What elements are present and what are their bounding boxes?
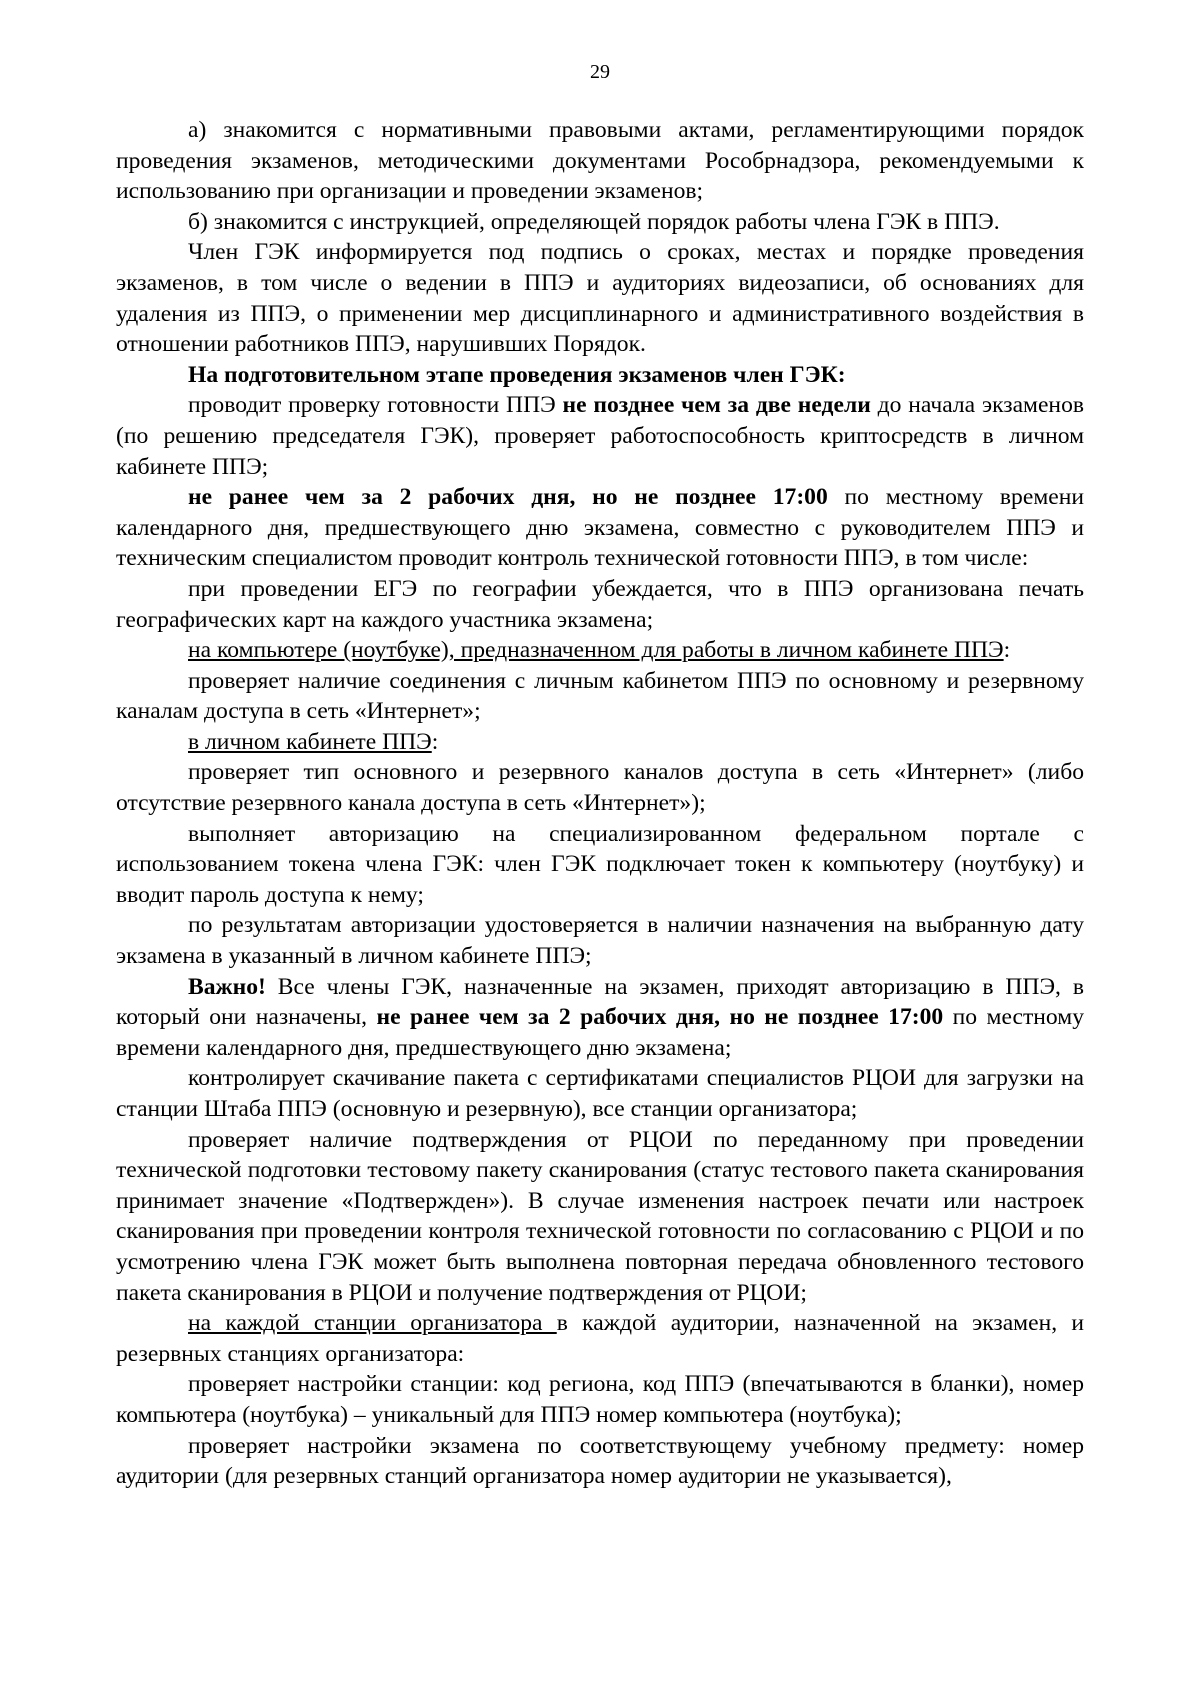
paragraph-station-settings: проверяет настройки станции: код региона, код ППЭ (впечатываются в бланки), номер компьютера (ноутбука) – уникальный для ППЭ номер компьютера (ноутбука); xyxy=(116,1371,1084,1428)
underlined-run: в личном кабинете ППЭ xyxy=(188,728,432,755)
bold-run: не позднее чем за две недели xyxy=(562,392,871,419)
paragraph-organizer-stations xyxy=(116,1308,1084,1369)
paragraph-certificates: контролирует скачивание пакета с сертификатами специалистов РЦОИ для загрузки на станции Штаба ППЭ (основную и резервную), все станции организатора; xyxy=(116,1065,1084,1122)
section-heading-text: На подготовительном этапе проведения экзаменов член ГЭК: xyxy=(188,361,846,388)
paragraph-b: б) знакомится с инструкцией, определяющей порядок работы члена ГЭК в ППЭ. xyxy=(188,208,1000,235)
paragraph-connection-check: проверяет наличие соединения с личным кабинетом ППЭ по основному и резервному каналам доступа в сеть «Интернет»; xyxy=(116,667,1084,725)
underlined-run: на каждой станции организатора xyxy=(188,1310,557,1337)
paragraph-technical-control xyxy=(116,482,1084,574)
paragraph-authorization: выполняет авторизацию на специализированном федеральном портале с использованием токена члена ГЭК: член ГЭК подключает токен к компьютеру (ноутбуку) и вводит пароль доступа к нему; xyxy=(116,820,1084,908)
text-run: до начала экзаменов (по решению председателя ГЭК), проверяет работоспособность криптосредств в личном кабинете ППЭ; xyxy=(116,392,1085,480)
text-run: : xyxy=(1003,637,1011,664)
text-run: проводит проверку готовности ППЭ xyxy=(188,392,563,419)
paragraph-scan-confirmation: проверяет наличие подтверждения от РЦОИ по переданному при проведении технической подготовки тестовому пакету сканирования (статус тестового пакета сканирования принимает значение «Подтвержден»). В случае изменения настроек печати или настроек сканирования при проведении контроля технической готовности по согласованию с РЦОИ и по усмотрению члена ГЭК может быть выполнена повторная передача обновленного тестового пакета сканирования в РЦОИ и получение подтверждения от РЦОИ; xyxy=(116,1126,1084,1306)
bold-run: Важно! xyxy=(188,973,266,1000)
paragraph-geography: при проведении ЕГЭ по географии убеждается, что в ППЭ организована печать географических карт на каждого участника экзамена; xyxy=(116,575,1084,633)
paragraph-computer-heading xyxy=(116,635,1084,666)
paragraph-assignment-check: по результатам авторизации удостоверяется в наличии назначения на выбранную дату экзамена в указанный в личном кабинете ППЭ; xyxy=(116,912,1084,970)
text-run: : xyxy=(431,728,439,755)
underlined-run: на компьютере (ноутбуке), предназначенном для работы в личном кабинете ППЭ xyxy=(188,637,1004,664)
section-heading xyxy=(116,360,1084,391)
text-run: по местному времени календарного дня, предшествующего дню экзамена; xyxy=(116,1004,1084,1061)
text-run: Все члены ГЭК, назначенные на экзамен, приходят авторизацию в ППЭ, в который они назначены, xyxy=(116,973,1084,1031)
bold-run: не ранее чем за 2 рабочих дня, но не позднее 17:00 xyxy=(376,1004,944,1031)
paragraph-channel-type: проверяет тип основного и резервного каналов доступа в сеть «Интернет» (либо отсутствие резервного канала доступа в сеть «Интернет»); xyxy=(116,759,1084,817)
paragraph-readiness-check xyxy=(116,390,1084,482)
paragraph-cabinet-heading xyxy=(116,727,1084,758)
bold-run: не ранее чем за 2 рабочих дня, но не позднее 17:00 xyxy=(188,484,828,511)
text-run: по местному времени календарного дня, предшествующего дню экзамена, совместно с руководителем ППЭ и техническим специалистом проводит контроль технической готовности ППЭ, в том числе: xyxy=(116,484,1084,572)
paragraph-a: а) знакомится с нормативными правовыми актами, регламентирующими порядок проведения экзаменов, методическими документами Рособрнадзора, рекомендуемыми к использованию при организации и проведении экзаменов; xyxy=(116,117,1084,205)
text-run: в каждой аудитории, назначенной на экзамен, и резервных станциях организатора: xyxy=(116,1310,1084,1367)
paragraph-exam-settings: проверяет настройки экзамена по соответствующему учебному предмету: номер аудитории (для резервных станций организатора номер аудитории не указывается), xyxy=(116,1432,1084,1490)
page-number: 29 xyxy=(590,61,610,83)
paragraph-important xyxy=(116,972,1084,1064)
document-body xyxy=(116,115,1084,1492)
paragraph-gek-informed: Член ГЭК информируется под подпись о сроках, местах и порядке проведения экзаменов, в том числе о ведении в ППЭ и аудиториях видеозаписи, об основаниях для удаления из ППЭ, о применении мер дисциплинарного и административного воздействия в отношении работников ППЭ, нарушивших Порядок. xyxy=(116,239,1084,358)
